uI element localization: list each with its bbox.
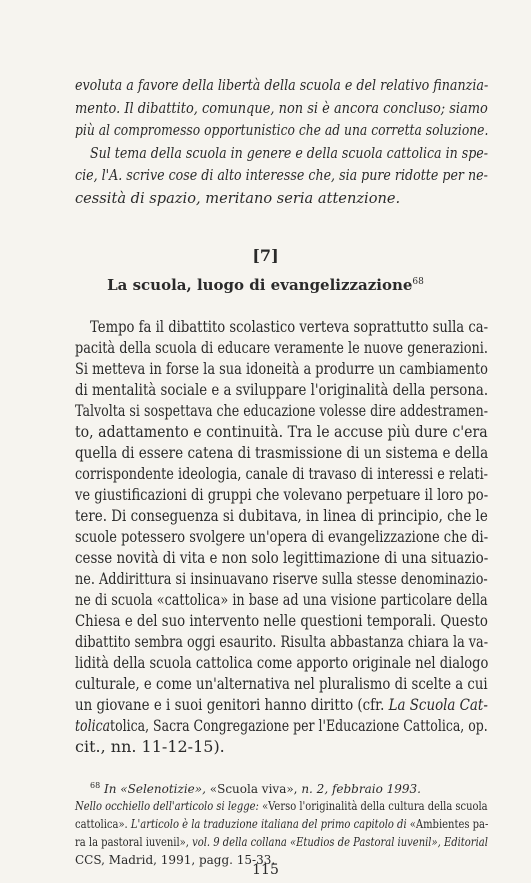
footnote-text: Nello occhiello dell'articolo si legge: (75, 799, 259, 813)
section-title-text: La scuola, luogo di evangelizzazione (107, 276, 413, 294)
citation-title: La Scuola Cat- (388, 695, 488, 714)
intro-line: evoluta a favore della libertà della scuola e del relativo finanzia- (75, 77, 489, 94)
footnote-text: In «Selenotizie», (104, 782, 210, 796)
body-line: scuole potessero svolgere un'opera di evangelizzazione che di- (75, 527, 489, 546)
section-title (0, 276, 531, 294)
body-line: corrispondente ideologia, canale di travaso di interessi e relati- (75, 464, 489, 483)
body-line: tolica, Sacra Congregazione per l'Educazione Cattolica, op. (110, 716, 488, 735)
body-line: lidità della scuola cattolica come apporto originale nel dialogo (75, 653, 489, 672)
body-line: dibattito sembra oggi esaurito. Risulta abbastanza chiara la va- (75, 632, 489, 651)
body-line: Si metteva in forse la sua idoneità a produrre un cambiamento (75, 359, 488, 378)
body-line: pacità della scuola di educare veramente le nuove generazioni. (75, 338, 489, 357)
intro-line: cessità di spazio, meritano seria attenzione. (75, 190, 401, 207)
footnote-number: 68 (90, 781, 101, 790)
body-line: culturale, e come un'alternativa nel pluralismo di scelte a cui (75, 674, 488, 693)
body-line: ve giustificazioni di gruppi che volevano perpetuare il loro po- (75, 485, 489, 504)
intro-line: cie, l'A. scrive cose di alto interesse che, sia pure ridotte per ne- (75, 167, 488, 184)
footnote-text: «Verso l'originalità della cultura della scuola (258, 799, 488, 813)
footnote-line (90, 781, 421, 796)
body-line-cite-2 (75, 716, 488, 735)
body-line: cit., nn. 11-12-15). (75, 737, 225, 756)
footnote-line (75, 817, 488, 831)
page-number: 115 (252, 862, 279, 878)
footnote-text: n. 2, febbraio 1993. (301, 782, 421, 796)
body-line: Talvolta si sospettava che educazione volesse dire addestramen- (75, 401, 489, 420)
body-line: cesse novità di vita e non solo legittimazione di una situazio- (75, 548, 489, 567)
footnote-text: «Scuola viva», (209, 782, 302, 796)
intro-line: Sul tema della scuola in genere e della scuola cattolica in spe- (90, 145, 488, 162)
body-line: Chiesa e del suo intervento nelle questioni temporali. Questo (75, 611, 488, 630)
footnote-line (75, 799, 488, 813)
intro-line: mento. Il dibattito, comunque, non si è ancora concluso; siamo (75, 100, 488, 117)
citation-title-cont: tolica (75, 716, 111, 735)
body-line: ne di scuola «cattolica» in base ad una visione particolare della (75, 590, 488, 609)
body-line: quella di essere catena di trasmissione di un sistema e della (75, 443, 489, 462)
footnote-text: L'articolo è la traduzione italiana del primo capitolo di (130, 817, 407, 831)
footnote-text: cattolica». (75, 817, 131, 831)
footnote-text: vol. 9 della collana «Etudios de Pastoral iuvenil», Editorial (192, 835, 488, 849)
footnote-text: «Ambientes pa- (406, 817, 489, 831)
footnote-ref: 68 (412, 277, 424, 287)
body-line: un giovane e i suoi genitori hanno diritto (cfr. (75, 695, 385, 714)
footnote-line (75, 835, 488, 849)
body-line: di mentalità sociale e a sviluppare l'originalità della persona. (75, 380, 489, 399)
intro-line: più al compromesso opportunistico che ad una corretta soluzione. (75, 122, 489, 139)
body-line: ne. Addirittura si insinuavano riserve sulla stesse denominazio- (75, 569, 488, 588)
footnote-text: ra la pastoral iuvenil», (75, 835, 193, 849)
body-line: tere. Di conseguenza si dubitava, in linea di principio, che le (75, 506, 488, 525)
footnote-line: CCS, Madrid, 1991, pagg. 15-33. (75, 853, 276, 867)
body-line-cite (75, 695, 488, 714)
body-line: Tempo fa il dibattito scolastico verteva soprattutto sulla ca- (90, 317, 489, 336)
body-line: to, adattamento e continuità. Tra le accuse più dure c'era (75, 422, 488, 441)
section-number: [7] (252, 246, 279, 265)
